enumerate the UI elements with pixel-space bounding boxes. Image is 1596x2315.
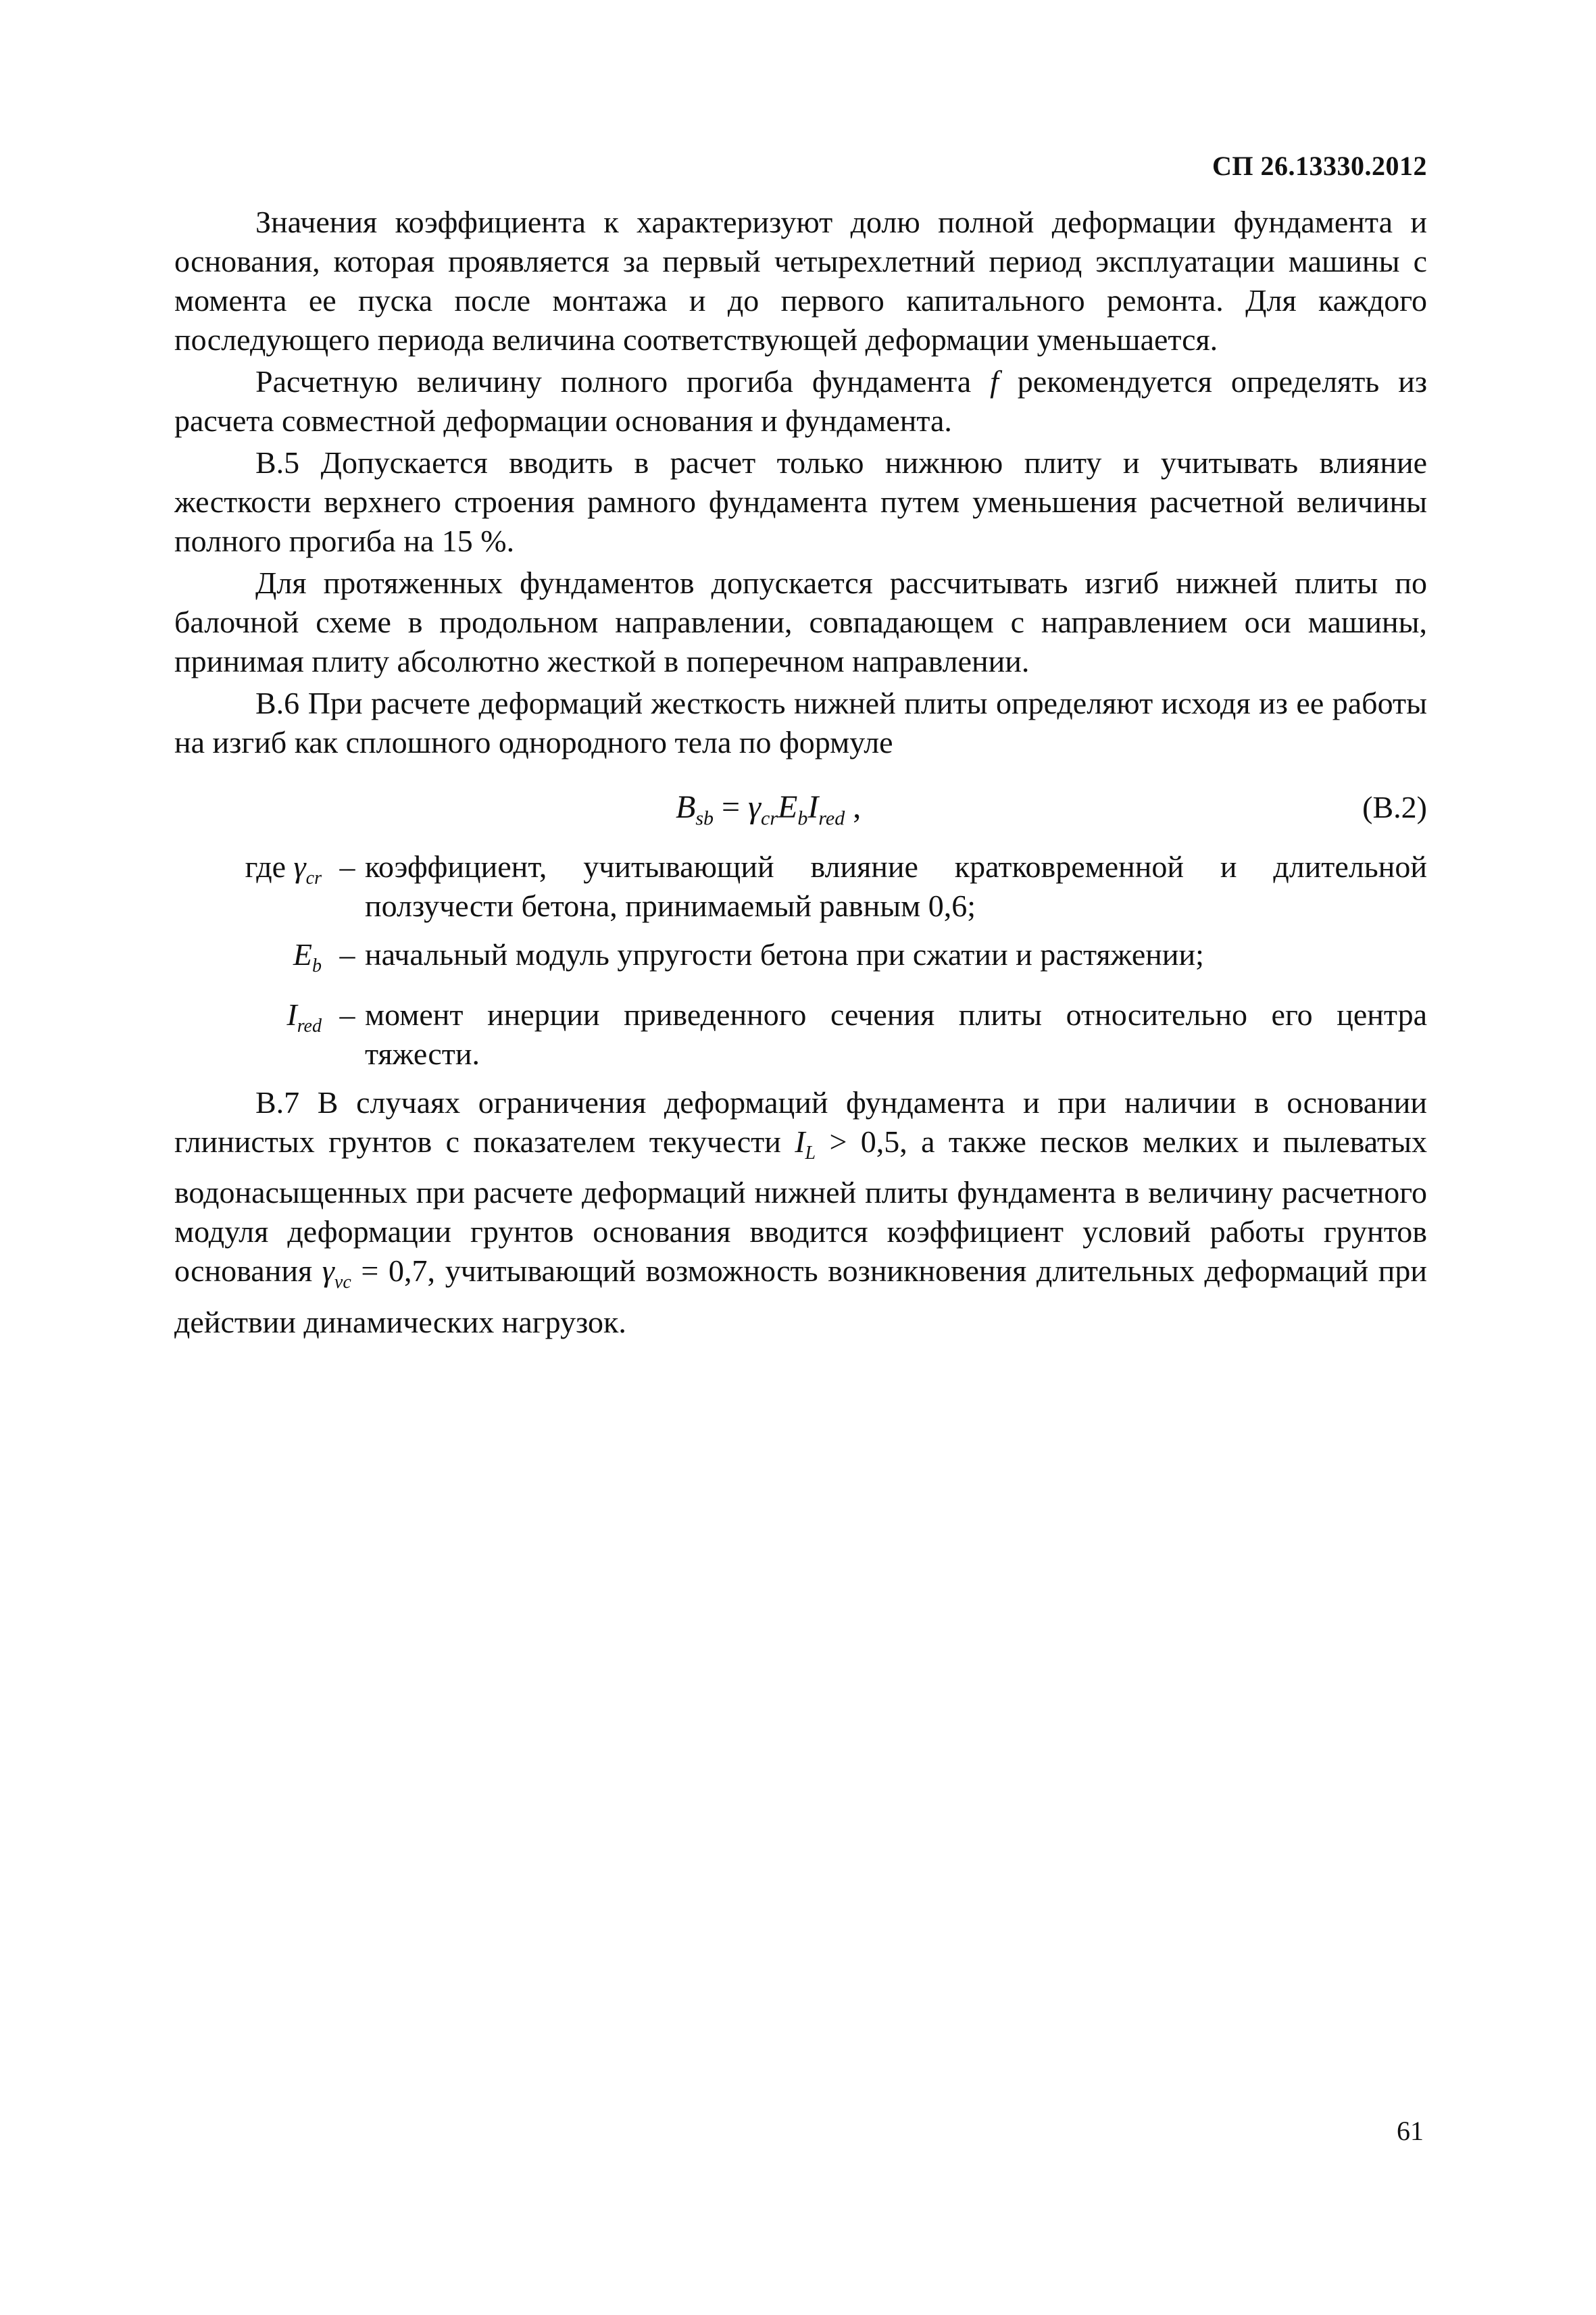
definition-text: начальный модуль упругости бетона при сжатии и растяжении; xyxy=(365,937,1204,972)
paragraph-b6: В.6 При расчете деформаций жесткость нижней плиты определяют исходя из ее работы на изгиб как сплошного однородного тела по формуле xyxy=(174,686,1427,760)
formula-gamma: γ xyxy=(748,789,762,825)
formula-lhs: B xyxy=(676,789,696,825)
definition-symbol-sub: b xyxy=(312,955,322,977)
formula-b2 xyxy=(676,788,861,839)
paragraph-b7-text-2: , а также песков мелких и пылеватых водонасыщенных при расчете деформаций нижней плиты фундамента в величину расчетного модуля деформации грунтов основания вводится коэффициент условий работы грунтов основания xyxy=(174,1124,1428,1289)
definition-text: момент инерции приведенного сечения плиты относительно его центра тяжести. xyxy=(365,997,1427,1072)
formula-equals: = xyxy=(714,789,749,825)
definition-dash: – xyxy=(339,937,355,972)
symbol-gamma-vc-letter: γ xyxy=(322,1253,334,1289)
definition-term xyxy=(174,995,330,1046)
definition-symbol: I xyxy=(286,997,297,1032)
paragraph-b7 xyxy=(174,1083,1427,1341)
definition-item xyxy=(174,995,1427,1074)
symbol-il xyxy=(795,1124,816,1164)
definition-dash: – xyxy=(339,997,355,1032)
definition-symbol-sub: red xyxy=(297,1016,322,1037)
formula-tail: , xyxy=(845,789,862,825)
symbol-gamma-vc-sub: vc xyxy=(334,1272,351,1293)
formula-row xyxy=(174,776,1427,841)
symbol-gamma-vc xyxy=(322,1253,351,1293)
definition-term xyxy=(174,847,330,898)
symbol-il-letter: I xyxy=(795,1124,805,1160)
paragraph-b5: В.5 Допускается вводить в расчет только нижнюю плиту и учитывать влияние жесткости верхнего строения рамного фундамента путем уменьшения расчетной величины полного прогиба на 15 %. xyxy=(174,445,1427,558)
paragraph-extended-foundations: Для протяженных фундаментов допускается рассчитывать изгиб нижней плиты по балочной схеме в продольном направлении, совпадающем с направлением оси машины, принимая плиту абсолютно жесткой в поперечном направлении. xyxy=(174,566,1427,678)
symbol-il-value: > 0,5 xyxy=(816,1124,900,1160)
definition-prefix: где xyxy=(245,849,294,884)
definitions-list xyxy=(174,847,1427,1074)
symbol-f: f xyxy=(990,364,999,399)
paragraph-deflection-text-1: Расчетную величину полного прогиба фундамента xyxy=(255,364,991,399)
paragraph-b7-text-1: В.7 В случаях ограничения деформаций фундамента и при наличии в основании глинистых грунтов с показателем текучести xyxy=(174,1085,1427,1160)
formula-e: E xyxy=(778,789,798,825)
definition-text: коэффициент, учитывающий влияние кратковременной и длительной ползучести бетона, принимаемый равным 0,6; xyxy=(365,849,1427,923)
definition-symbol: γ xyxy=(293,849,306,884)
definition-symbol: E xyxy=(293,937,312,972)
definition-symbol-sub: cr xyxy=(305,868,322,889)
symbol-gamma-vc-value: = 0,7 xyxy=(351,1253,428,1289)
definition-item xyxy=(174,935,1427,986)
formula-i-sub: red xyxy=(818,807,845,830)
formula-e-sub: b xyxy=(797,807,808,830)
paragraph-coefficient-k: Значения коэффициента к характеризуют долю полной деформации фундамента и основания, которая проявляется за первый четырехлетний период эксплуатации машины с момента ее пуска после монтажа и до первого капитального ремонта. Для каждого последующего периода величина соответствующей деформации уменьшается. xyxy=(174,205,1427,357)
definition-item xyxy=(174,847,1427,926)
document-body xyxy=(174,203,1427,1342)
formula-i: I xyxy=(807,789,819,825)
page-number: 61 xyxy=(1397,2116,1424,2146)
formula-number: (В.2) xyxy=(1362,790,1427,824)
symbol-il-sub: L xyxy=(805,1143,816,1164)
formula-gamma-sub: cr xyxy=(761,807,778,830)
document-code-header: СП 26.13330.2012 xyxy=(1212,151,1427,181)
formula-lhs-sub: sb xyxy=(695,807,714,830)
definition-term xyxy=(174,935,330,986)
paragraph-deflection xyxy=(174,362,1427,441)
paragraph-deflection-text-2: рекомендуется определять из расчета совместной деформации основания и фундамента. xyxy=(174,364,1427,438)
definition-dash: – xyxy=(339,849,355,884)
paragraph-b7-text-3: , учитывающий возможность возникновения длительных деформаций при действии динамических нагрузок. xyxy=(174,1253,1427,1339)
